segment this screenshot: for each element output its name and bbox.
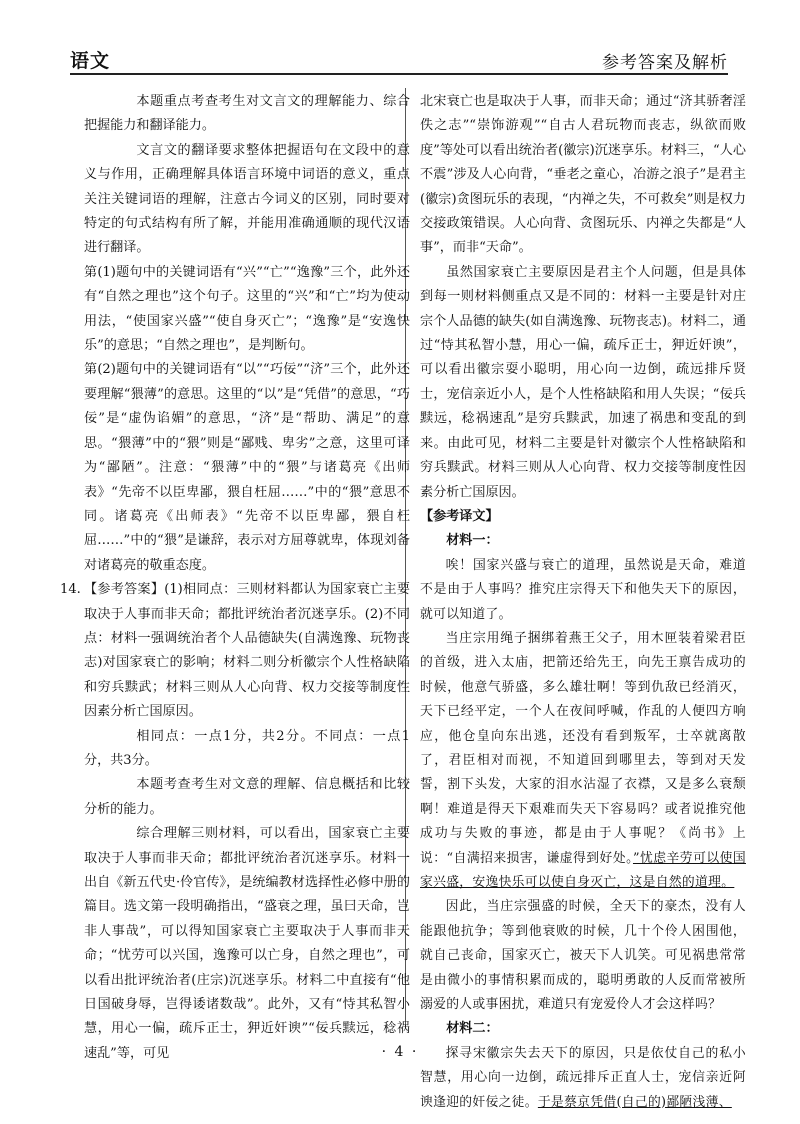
translation-paragraph: 因此，当庄宗强盛的时候，全天下的豪杰，没有人能跟他抗争；等到他衰败的时候，几十个伶人困围他，就自己丧命，国家灭亡，被天下人讥笑。可见祸患常常是由微小的事情积累而成的，聪明勇敢的人反而常被所溺爱的人或事困扰，难道只有宠爱伶人才会这样吗？ <box>420 899 746 1013</box>
question-number: 14. <box>60 582 81 598</box>
paragraph: 文言文的翻译要求整体把握语句在文段中的意义与作用，正确理解具体语言环境中词语的意义，重点关注关键词语的理解，注意古今词义的区别，同时要对特定的句式结构有所了解，并能用准确通顺的现代汉语进行翻译。 <box>84 142 410 256</box>
material-1-label: 材料一： <box>446 533 499 549</box>
translation-paragraph <box>420 627 746 895</box>
paragraph: 综合理解三则材料，可以看出，国家衰亡主要取决于人事而非天命；都批评统治者沉迷享乐。材料一出自《新五代史·伶官传》，是统编教材选择性必修中册的篇目。选文第一段明确指出，“盛衰之理，虽曰天命，岂非人事哉”，可以得知国家衰亡主要取决于人事而非天命；“忧劳可以兴国，逸豫可以亡身，自然之理也”，可以看出批评统治者(庄宗)沉迷享乐。材料二中直接有“他日国破身辱，岂得诿诸数哉”。此外，又有“恃其私智小慧，用心一偏，疏斥正士，狎近奸谀”“佞兵黩远，稔祸速乱”等，可见 <box>84 826 410 1061</box>
paragraph: 第(2)题句中的关键词语有“以”“巧佞”“济”三个，此外还要理解“猥薄”的意思。这里的“以”是“凭借”的意思，“巧佞”是“虚伪谄媚”的意思，“济”是“帮助、满足”的意思。“猥薄”中的“猥”则是“鄙贱、卑劣”之意，这里可译为“鄙陋”。注意：“猥薄”中的“猥”与诸葛亮《出师表》“先帝不以臣卑鄙，猥自枉屈……”中的“猥”意思不同。诸葛亮《出师表》“先帝不以臣卑鄙，猥自枉屈……”中的“猥”是谦辞，表示对方屈尊就卑，体现刘备对诸葛亮的敬重态度。 <box>84 362 410 573</box>
translation-heading: 【参考译文】 <box>420 508 499 524</box>
paragraph: 本题重点考查考生对文言文的理解能力、综合把握能力和翻译能力。 <box>84 94 410 134</box>
header-title: 参考答案及解析 <box>602 53 728 73</box>
underlined-text: ”忧虑辛劳可以使国家兴盛，安逸快乐可以使自身灭亡，这是自然的道理。 <box>420 850 746 890</box>
page-number: · 4 · <box>381 1044 419 1060</box>
paragraph: 本题考查考生对文意的理解、信息概括和比较分析的能力。 <box>84 777 410 817</box>
scoring-note: 相同点：一点1分，共2分。不同点：一点1分，共3分。 <box>84 728 410 768</box>
paragraph: 第(1)题句中的关键词语有“兴”“亡”“逸豫”三个，此外还有“自然之理也”这个句子。这里的“兴”和“亡”均为使动用法，“使国家兴盛”“使自身灭亡”；“逸豫”是“安逸快乐”的意思；“自然之理也”，是判断句。 <box>84 264 410 354</box>
subject-label: 语文 <box>70 50 111 72</box>
question-14 <box>60 578 410 724</box>
translation-paragraph: 唉！国家兴盛与衰亡的道理，虽然说是天命，难道不是由于人事吗？推究庄宗得天下和他失天下的原因，就可以知道了。 <box>420 557 746 622</box>
translation-text: 当庄宗用绳子捆绑着燕王父子，用木匣装着梁君臣的首级，进入太庙，把箭还给先王，向先王禀告成功的时候，他意气骄盛，多么雄壮啊！等到仇敌已经消灭，天下已经平定，一个人在夜间呼喊，作乱的人便四方响应，他仓皇向东出逃，还没有看到叛军，士卒就离散了，君臣相对而视，不知道回到哪里去，等到对天发誓，割下头发，大家的泪水沾湿了衣襟，又是多么衰颓啊！难道是得天下艰难而失天下容易吗？或者说推究他成功与失败的事迹，都是由于人事呢？《尚书》上说：“自满招来损害，谦虚得到好处。 <box>420 630 746 866</box>
paragraph: 北宋衰亡也是取决于人事，而非天命；通过“济其骄奢淫佚之志”“崇饰游观”“自古人君玩物而丧志，纵欲而败度”等处可以看出统治者(徽宗)沉迷享乐。材料三，“人心不震”涉及人心向背，“垂老之童心，冶游之浪子”是君主(徽宗)贪图玩乐的表现，“内禅之失，不可救矣”则是权力交接政策错误。人心向背、贪图玩乐、内禅之失都是“人事”，而非“天命”。 <box>420 94 746 256</box>
underlined-text: 于是蔡京凭借(自己的)鄙陋浅薄、 <box>537 1094 732 1110</box>
translation-text: 探寻宋徽宗失去天下的原因，只是依仗自己的私小智慧，用心向一边倒，疏远排斥正直人士，宠信亲近阿谀逢迎的奸佞之徒。 <box>420 1045 746 1110</box>
answer-text: 【参考答案】(1)相同点：三则材料都认为国家衰亡主要取决于人事而非天命；都批评统治者沉迷享乐。(2)不同点：材料一强调统治者个人品德缺失(自满逸豫、玩物丧志)对国家衰亡的影响；材料二则分析徽宗个人性格缺陷和穷兵黩武；材料三则从人心向背、权力交接等制度性因素分析亡国原因。 <box>84 582 410 720</box>
page-header <box>70 44 728 74</box>
left-column <box>60 90 410 1066</box>
header-rule <box>70 73 728 75</box>
paragraph: 虽然国家衰亡主要原因是君主个人问题，但是具体到每一则材料侧重点又是不同的：材料一主要是针对庄宗个人品德的缺失(如自满逸豫、玩物丧志)。材料二，通过“恃其私智小慧，用心一偏，疏斥正士，狎近奸谀”，可以看出徽宗耍小聪明，用心向一边倒，疏远排斥贤士，宠信亲近小人，是个人性格缺陷和用人失误；“佞兵黩远，稔祸速乱”是穷兵黩武，加速了祸患和变乱的到来。由此可见，材料二主要是针对徽宗个人性格缺陷和穷兵黩武。材料三则从人心向背、权力交接等制度性因素分析亡国原因。 <box>420 264 746 500</box>
material-2-label: 材料二： <box>446 1021 499 1037</box>
right-column <box>420 90 746 1115</box>
